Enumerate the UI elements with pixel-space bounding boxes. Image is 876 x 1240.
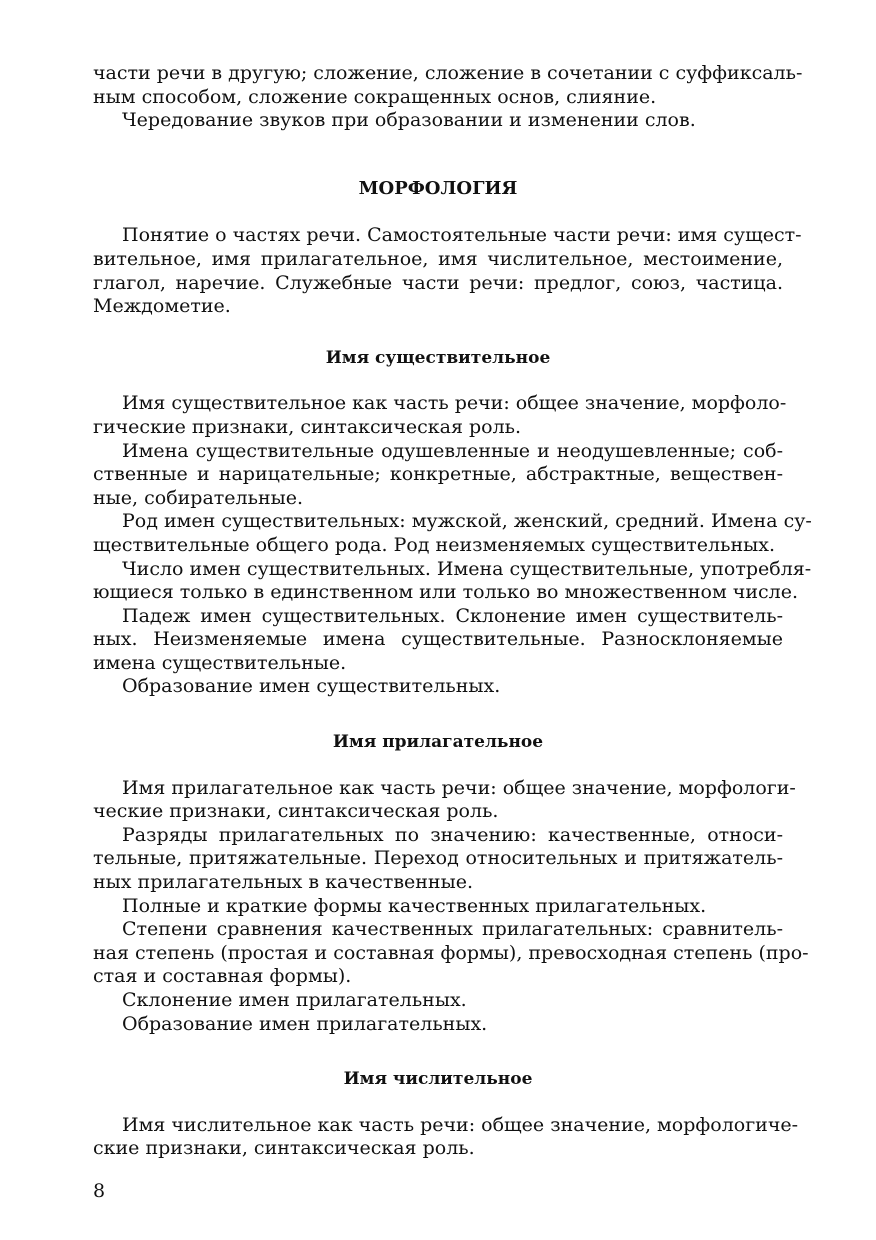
adjective-line-1: Имя прилагательное как часть речи: общее значение, морфологи-: [122, 776, 796, 799]
intro-line-1: части речи в другую; сложение, сложение в сочетании с суффиксаль-: [93, 62, 803, 84]
noun-line-2: гические признаки, синтаксическая роль.: [93, 415, 522, 438]
adjective-line-6: Полные и краткие формы качественных прилагательных.: [122, 894, 707, 917]
adjective-line-4: тельные, притяжательные. Переход относительных и притяжатель-: [93, 847, 783, 870]
noun-line-6: Род имен существительных: мужской, женский, средний. Имена су-: [122, 510, 812, 533]
morphology-line-4: Междометие.: [93, 295, 231, 318]
adjective-line-7: Степени сравнения качественных прилагательных: сравнитель-: [122, 918, 783, 941]
noun-line-10: Падеж имен существительных. Склонение имен существитель-: [122, 604, 783, 627]
morphology-line-2: вительное, имя прилагательное, имя числительное, местоимение,: [93, 247, 783, 270]
morphology-heading: МОРФОЛОГИЯ: [358, 177, 518, 199]
noun-line-11: ных. Неизменяемые имена существительные. Разносклоняемые: [93, 628, 783, 651]
noun-line-1: Имя существительное как часть речи: общее значение, морфоло-: [122, 392, 787, 415]
page-number: 8: [93, 1180, 106, 1202]
intro-line-3: Чередование звуков при образовании и изменении слов.: [122, 109, 696, 132]
morphology-section: [93, 177, 802, 319]
noun-line-12: имена существительные.: [93, 651, 347, 674]
morphology-line-1: Понятие о частях речи. Самостоятельные части речи: имя сущест-: [122, 224, 802, 247]
numeral-line-1: Имя числительное как часть речи: общее значение, морфологиче-: [122, 1113, 799, 1136]
adjective-heading: Имя прилагательное: [332, 732, 544, 753]
noun-line-4: ственные и нарицательные; конкретные, абстрактные, веществен-: [93, 463, 783, 486]
morphology-line-3: глагол, наречие. Служебные части речи: предлог, союз, частица.: [93, 271, 783, 294]
intro-section: [93, 62, 803, 133]
noun-line-9: ющиеся только в единственном или только во множественном числе.: [93, 581, 799, 604]
noun-line-5: ные, собирательные.: [93, 486, 304, 509]
intro-line-2: ным способом, сложение сокращенных основ, слияние.: [93, 85, 657, 108]
adjective-line-11: Образование имен прилагательных.: [122, 1012, 488, 1035]
noun-line-13: Образование имен существительных.: [122, 675, 501, 698]
noun-line-7: ществительные общего рода. Род неизменяемых существительных.: [93, 533, 776, 556]
noun-line-8: Число имен существительных. Имена существительные, употребля-: [122, 557, 812, 580]
numeral-section: [93, 1068, 799, 1161]
page-body: [93, 62, 812, 1161]
adjective-line-3: Разряды прилагательных по значению: качественные, относи-: [122, 823, 783, 846]
adjective-line-2: ческие признаки, синтаксическая роль.: [93, 800, 499, 823]
adjective-line-5: ных прилагательных в качественные.: [93, 871, 473, 894]
numeral-heading: Имя числительное: [343, 1069, 533, 1090]
numeral-line-2: ские признаки, синтаксическая роль.: [93, 1137, 475, 1160]
adjective-section: [93, 731, 809, 1036]
noun-heading: Имя существительное: [325, 347, 551, 368]
adjective-line-9: стая и составная формы).: [93, 965, 352, 988]
noun-section: [93, 347, 812, 699]
adjective-line-8: ная степень (простая и составная формы), превосходная степень (про-: [93, 941, 809, 964]
noun-line-3: Имена существительные одушевленные и неодушевленные; соб-: [122, 439, 783, 462]
adjective-line-10: Склонение имен прилагательных.: [122, 989, 467, 1011]
